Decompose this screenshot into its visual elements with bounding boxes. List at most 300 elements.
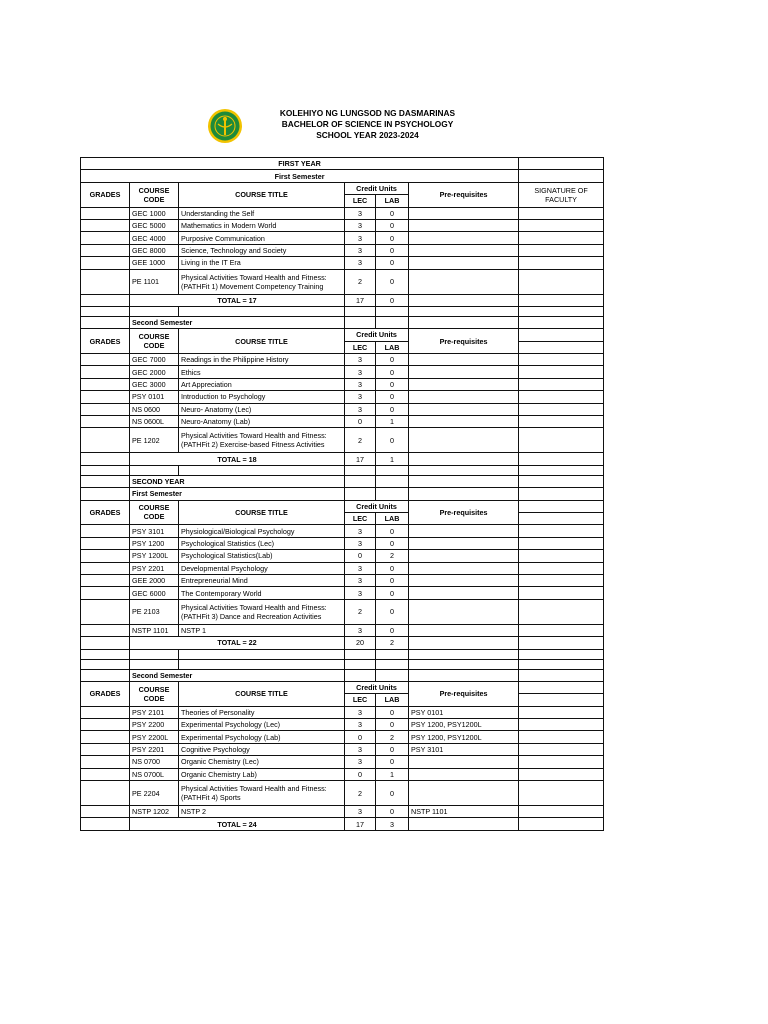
column-header-row <box>81 500 604 512</box>
course-title: Art Appreciation <box>179 378 345 390</box>
credit-units-header: Credit Units <box>345 681 409 693</box>
course-code: GEC 7000 <box>130 354 179 366</box>
grade-cell <box>81 232 130 244</box>
course-row <box>81 416 604 428</box>
table-cell <box>376 475 409 487</box>
lec-units: 3 <box>345 219 376 231</box>
lec-units: 3 <box>345 257 376 269</box>
lab-units: 0 <box>376 706 409 718</box>
table-cell <box>409 669 519 681</box>
table-cell <box>519 694 604 706</box>
course-code-header: COURSE CODE <box>130 681 179 706</box>
signature-cell <box>519 416 604 428</box>
prerequisite <box>409 562 519 574</box>
course-code: NS 0700L <box>130 768 179 780</box>
prerequisite <box>409 207 519 219</box>
course-code: PSY 0101 <box>130 391 179 403</box>
year-label: SECOND YEAR <box>130 475 345 487</box>
course-row <box>81 354 604 366</box>
total-lec: 17 <box>345 294 376 306</box>
lab-units: 0 <box>376 378 409 390</box>
grade-cell <box>81 244 130 256</box>
prereq-header: Pre-requisites <box>409 681 519 706</box>
semester-label: Second Semester <box>130 669 345 681</box>
course-code: PSY 1200L <box>130 550 179 562</box>
blank-row <box>81 465 604 475</box>
course-title: Neuro-Anatomy (Lab) <box>179 416 345 428</box>
course-code: PSY 2201 <box>130 562 179 574</box>
grade-cell <box>81 706 130 718</box>
semester-total: TOTAL = 18 <box>130 453 345 465</box>
table-cell <box>376 488 409 500</box>
table-cell <box>409 818 519 830</box>
signature-cell <box>519 806 604 818</box>
table-cell <box>519 681 604 693</box>
signature-cell <box>519 269 604 294</box>
grade-cell <box>81 550 130 562</box>
course-code-header: COURSE CODE <box>130 500 179 525</box>
prerequisite <box>409 768 519 780</box>
course-row <box>81 378 604 390</box>
lab-units: 0 <box>376 574 409 586</box>
table-cell <box>179 465 345 475</box>
course-title: Understanding the Self <box>179 207 345 219</box>
lab-units: 0 <box>376 232 409 244</box>
course-code: NS 0700 <box>130 756 179 768</box>
course-title: Psychological Statistics(Lab) <box>179 550 345 562</box>
table-cell <box>409 294 519 306</box>
course-code: PSY 2200 <box>130 719 179 731</box>
year-row <box>81 475 604 487</box>
course-row <box>81 428 604 453</box>
course-title: Experimental Psychology (Lab) <box>179 731 345 743</box>
total-row <box>81 818 604 830</box>
lec-header: LEC <box>345 694 376 706</box>
grade-cell <box>81 587 130 599</box>
prerequisite <box>409 257 519 269</box>
table-cell <box>519 316 604 328</box>
table-cell <box>409 306 519 316</box>
lec-units: 3 <box>345 756 376 768</box>
signature-cell <box>519 587 604 599</box>
table-cell <box>519 453 604 465</box>
signature-cell <box>519 354 604 366</box>
semester-row <box>81 170 604 182</box>
prereq-header: Pre-requisites <box>409 182 519 207</box>
lec-units: 3 <box>345 706 376 718</box>
year-label: FIRST YEAR <box>81 158 519 170</box>
grade-cell <box>81 806 130 818</box>
credit-units-header: Credit Units <box>345 329 409 341</box>
course-title: Organic Chemistry (Lec) <box>179 756 345 768</box>
signature-cell <box>519 525 604 537</box>
lec-units: 0 <box>345 416 376 428</box>
table-cell <box>130 649 179 659</box>
table-cell <box>519 500 604 512</box>
lec-units: 2 <box>345 428 376 453</box>
course-code: GEC 1000 <box>130 207 179 219</box>
table-cell <box>130 306 179 316</box>
course-code: NS 0600L <box>130 416 179 428</box>
lab-units: 0 <box>376 587 409 599</box>
course-row <box>81 257 604 269</box>
prerequisite <box>409 269 519 294</box>
prerequisite: PSY 0101 <box>409 706 519 718</box>
grade-cell <box>81 378 130 390</box>
table-cell <box>345 488 376 500</box>
prerequisite <box>409 219 519 231</box>
lec-units: 3 <box>345 719 376 731</box>
course-code: GEC 8000 <box>130 244 179 256</box>
table-cell <box>519 818 604 830</box>
signature-cell <box>519 768 604 780</box>
course-code: PSY 3101 <box>130 525 179 537</box>
lab-units: 0 <box>376 562 409 574</box>
course-row <box>81 525 604 537</box>
course-code: GEE 2000 <box>130 574 179 586</box>
course-title: Purposive Communication <box>179 232 345 244</box>
signature-cell <box>519 257 604 269</box>
lab-header: LAB <box>376 195 409 207</box>
lec-units: 3 <box>345 378 376 390</box>
grade-cell <box>81 537 130 549</box>
course-title: Physical Activities Toward Health and Fitness: (PATHFit 4) Sports <box>179 781 345 806</box>
signature-cell <box>519 219 604 231</box>
total-row <box>81 453 604 465</box>
course-code: PSY 2101 <box>130 706 179 718</box>
grade-cell <box>81 525 130 537</box>
lec-units: 2 <box>345 781 376 806</box>
semester-row <box>81 669 604 681</box>
table-cell <box>519 659 604 669</box>
course-title: Physical Activities Toward Health and Fitness: (PATHFit 2) Exercise-based Fitness Activities <box>179 428 345 453</box>
course-title: Introduction to Psychology <box>179 391 345 403</box>
grade-cell <box>81 257 130 269</box>
credit-units-header: Credit Units <box>345 500 409 512</box>
course-code-header: COURSE CODE <box>130 329 179 354</box>
course-code: PE 2204 <box>130 781 179 806</box>
table-cell <box>345 306 376 316</box>
course-code: GEC 2000 <box>130 366 179 378</box>
course-code: NS 0600 <box>130 403 179 415</box>
grades-header: GRADES <box>81 681 130 706</box>
school-year: SCHOOL YEAR 2023-2024 <box>316 130 419 140</box>
course-code: PE 1101 <box>130 269 179 294</box>
signature-cell <box>519 562 604 574</box>
course-row <box>81 207 604 219</box>
lab-units: 0 <box>376 391 409 403</box>
blank-row <box>81 649 604 659</box>
year-row <box>81 158 604 170</box>
table-cell <box>409 316 519 328</box>
course-title-header: COURSE TITLE <box>179 681 345 706</box>
table-cell <box>519 158 604 170</box>
signature-cell <box>519 624 604 636</box>
course-row <box>81 537 604 549</box>
course-title: Readings in the Philippine History <box>179 354 345 366</box>
course-row <box>81 244 604 256</box>
course-title: Organic Chemistry Lab) <box>179 768 345 780</box>
signature-cell <box>519 781 604 806</box>
blank-row <box>81 306 604 316</box>
course-title-header: COURSE TITLE <box>179 500 345 525</box>
lab-units: 1 <box>376 768 409 780</box>
grade-cell <box>81 756 130 768</box>
table-cell <box>81 306 130 316</box>
prerequisite: PSY 3101 <box>409 743 519 755</box>
semester-total: TOTAL = 17 <box>130 294 345 306</box>
prerequisite <box>409 403 519 415</box>
semester-label: First Semester <box>130 488 345 500</box>
table-cell <box>81 465 130 475</box>
course-code: PSY 2201 <box>130 743 179 755</box>
grade-cell <box>81 403 130 415</box>
table-cell <box>519 170 604 182</box>
course-row <box>81 806 604 818</box>
table-cell <box>81 659 130 669</box>
total-lec: 17 <box>345 453 376 465</box>
course-title: NSTP 2 <box>179 806 345 818</box>
lec-units: 3 <box>345 391 376 403</box>
table-cell <box>519 649 604 659</box>
prerequisite <box>409 244 519 256</box>
grade-cell <box>81 574 130 586</box>
course-title: Ethics <box>179 366 345 378</box>
signature-cell <box>519 366 604 378</box>
lab-units: 2 <box>376 731 409 743</box>
table-cell <box>409 637 519 649</box>
signature-cell <box>519 719 604 731</box>
table-cell <box>519 465 604 475</box>
semester-total: TOTAL = 22 <box>130 637 345 649</box>
table-cell <box>376 306 409 316</box>
course-code: GEE 1000 <box>130 257 179 269</box>
lec-units: 3 <box>345 743 376 755</box>
total-row <box>81 637 604 649</box>
course-row <box>81 781 604 806</box>
signature-cell <box>519 537 604 549</box>
table-cell <box>519 475 604 487</box>
grade-cell <box>81 599 130 624</box>
table-cell <box>345 316 376 328</box>
grade-cell <box>81 416 130 428</box>
lab-header: LAB <box>376 512 409 524</box>
table-cell <box>519 294 604 306</box>
table-cell <box>345 659 376 669</box>
course-title: Cognitive Psychology <box>179 743 345 755</box>
lab-units: 0 <box>376 219 409 231</box>
lab-units: 0 <box>376 781 409 806</box>
lab-units: 0 <box>376 756 409 768</box>
lec-units: 2 <box>345 269 376 294</box>
total-lab: 0 <box>376 294 409 306</box>
course-code: NSTP 1101 <box>130 624 179 636</box>
document-header <box>0 105 768 147</box>
course-code: GEC 3000 <box>130 378 179 390</box>
table-cell <box>130 659 179 669</box>
table-cell <box>130 465 179 475</box>
table-cell <box>519 488 604 500</box>
course-row <box>81 219 604 231</box>
signature-cell <box>519 574 604 586</box>
course-row <box>81 403 604 415</box>
lab-units: 0 <box>376 269 409 294</box>
course-row <box>81 599 604 624</box>
lec-units: 0 <box>345 768 376 780</box>
prerequisite: PSY 1200, PSY1200L <box>409 719 519 731</box>
lec-units: 3 <box>345 232 376 244</box>
course-code: NSTP 1202 <box>130 806 179 818</box>
table-cell <box>345 465 376 475</box>
lab-units: 0 <box>376 207 409 219</box>
total-lab: 1 <box>376 453 409 465</box>
course-row <box>81 562 604 574</box>
table-cell <box>409 488 519 500</box>
prerequisite <box>409 378 519 390</box>
table-cell <box>81 475 130 487</box>
prerequisite <box>409 599 519 624</box>
lab-units: 0 <box>376 403 409 415</box>
table-cell <box>519 669 604 681</box>
course-row <box>81 743 604 755</box>
lec-units: 3 <box>345 354 376 366</box>
table-cell <box>409 465 519 475</box>
lab-units: 0 <box>376 354 409 366</box>
lab-header: LAB <box>376 341 409 353</box>
prerequisite: NSTP 1101 <box>409 806 519 818</box>
table-cell <box>376 465 409 475</box>
lab-units: 0 <box>376 537 409 549</box>
lab-header: LAB <box>376 694 409 706</box>
signature-cell <box>519 207 604 219</box>
blank-row <box>81 659 604 669</box>
signature-cell <box>519 743 604 755</box>
course-title: Physical Activities Toward Health and Fitness: (PATHFit 3) Dance and Recreation Activities <box>179 599 345 624</box>
lec-units: 3 <box>345 587 376 599</box>
lec-header: LEC <box>345 512 376 524</box>
course-row <box>81 269 604 294</box>
table-cell <box>376 316 409 328</box>
lec-units: 3 <box>345 537 376 549</box>
table-cell <box>81 649 130 659</box>
table-cell <box>81 453 130 465</box>
course-title: Physiological/Biological Psychology <box>179 525 345 537</box>
lab-units: 1 <box>376 416 409 428</box>
lec-units: 3 <box>345 562 376 574</box>
course-title: Theories of Personality <box>179 706 345 718</box>
lab-units: 0 <box>376 366 409 378</box>
course-row <box>81 768 604 780</box>
grades-header: GRADES <box>81 500 130 525</box>
course-row <box>81 366 604 378</box>
signature-cell <box>519 428 604 453</box>
table-cell <box>179 649 345 659</box>
course-code: PSY 2200L <box>130 731 179 743</box>
school-name: KOLEHIYO NG LUNGSOD NG DASMARINAS <box>279 108 456 118</box>
curriculum-table <box>80 157 604 831</box>
course-row <box>81 719 604 731</box>
grade-cell <box>81 743 130 755</box>
signature-cell <box>519 232 604 244</box>
course-title: NSTP 1 <box>179 624 345 636</box>
total-lec: 17 <box>345 818 376 830</box>
course-row <box>81 756 604 768</box>
grade-cell <box>81 781 130 806</box>
lab-units: 0 <box>376 624 409 636</box>
signature-cell <box>519 378 604 390</box>
course-code: PE 2103 <box>130 599 179 624</box>
signature-header: SIGNATURE OF FACULTY <box>519 182 604 207</box>
total-lab: 3 <box>376 818 409 830</box>
lab-units: 0 <box>376 599 409 624</box>
lab-units: 2 <box>376 550 409 562</box>
course-row <box>81 232 604 244</box>
lec-header: LEC <box>345 341 376 353</box>
table-cell <box>519 329 604 341</box>
signature-cell <box>519 391 604 403</box>
prerequisite <box>409 574 519 586</box>
prerequisite <box>409 781 519 806</box>
table-cell <box>81 637 130 649</box>
grade-cell <box>81 269 130 294</box>
signature-cell <box>519 756 604 768</box>
table-cell <box>519 637 604 649</box>
table-cell <box>376 659 409 669</box>
course-title: Entrepreneurial Mind <box>179 574 345 586</box>
semester-row <box>81 488 604 500</box>
prerequisite <box>409 756 519 768</box>
table-cell <box>345 669 376 681</box>
prereq-header: Pre-requisites <box>409 500 519 525</box>
semester-label: Second Semester <box>130 316 345 328</box>
lec-units: 3 <box>345 624 376 636</box>
course-code-header: COURSE CODE <box>130 182 179 207</box>
lec-units: 3 <box>345 574 376 586</box>
signature-cell <box>519 244 604 256</box>
table-cell <box>179 306 345 316</box>
lec-units: 0 <box>345 731 376 743</box>
lec-units: 3 <box>345 403 376 415</box>
total-lab: 2 <box>376 637 409 649</box>
signature-cell <box>519 706 604 718</box>
lec-units: 3 <box>345 207 376 219</box>
course-title-header: COURSE TITLE <box>179 329 345 354</box>
table-cell <box>345 475 376 487</box>
prerequisite: PSY 1200, PSY1200L <box>409 731 519 743</box>
lab-units: 0 <box>376 525 409 537</box>
course-row <box>81 550 604 562</box>
course-title: Physical Activities Toward Health and Fitness: (PATHFit 1) Movement Competency Training <box>179 269 345 294</box>
course-title: Developmental Psychology <box>179 562 345 574</box>
seal-icon <box>207 108 243 144</box>
lec-units: 3 <box>345 806 376 818</box>
prerequisite <box>409 587 519 599</box>
table-cell <box>81 316 130 328</box>
signature-cell <box>519 403 604 415</box>
signature-cell <box>519 731 604 743</box>
prerequisite <box>409 550 519 562</box>
semester-row <box>81 316 604 328</box>
course-code: GEC 6000 <box>130 587 179 599</box>
table-cell <box>376 649 409 659</box>
course-row <box>81 731 604 743</box>
course-title: The Contemporary World <box>179 587 345 599</box>
course-code: GEC 4000 <box>130 232 179 244</box>
table-cell <box>409 475 519 487</box>
course-row <box>81 587 604 599</box>
total-row <box>81 294 604 306</box>
table-cell <box>519 341 604 353</box>
